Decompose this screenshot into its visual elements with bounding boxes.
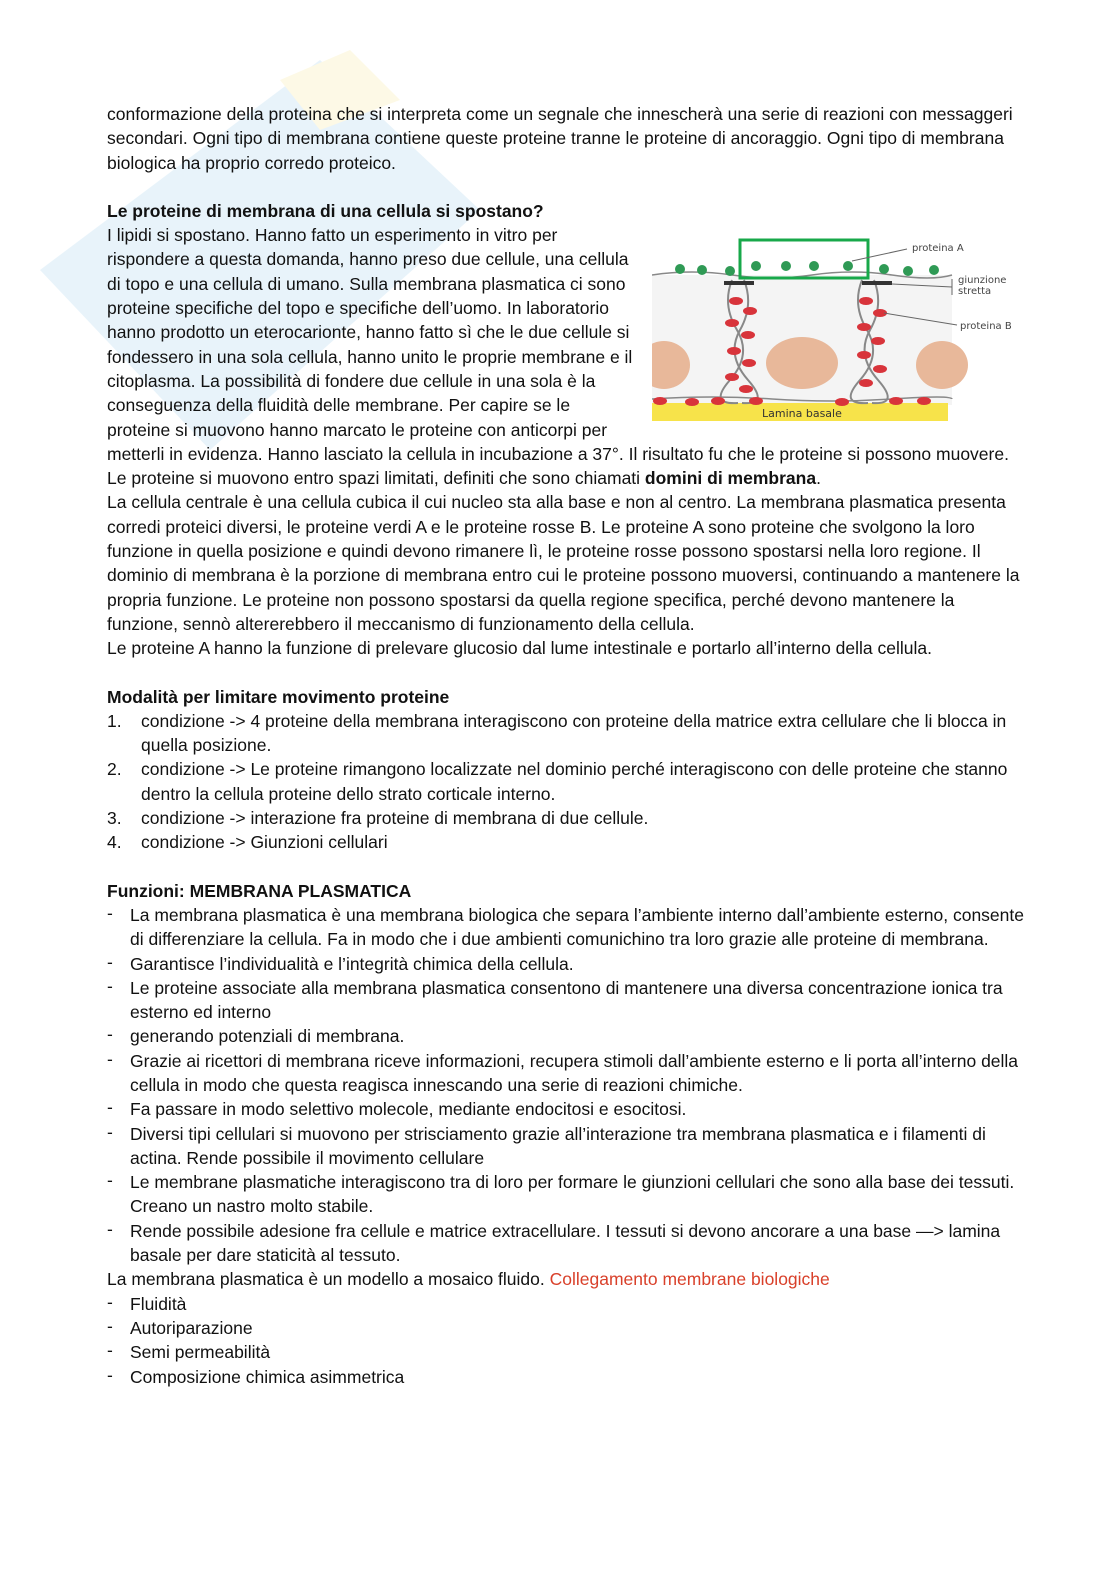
- list-item: - Rende possibile adesione fra cellule e matrice extracellulare. I tessuti si devono ancorare a una base —> lamina basale per dare staticità al tessuto.: [107, 1219, 1027, 1268]
- list-item: - Diversi tipi cellulari si muovono per strisciamento grazie all’interazione tra membrana plasmatica e i filamenti di actina. Rende possibile il movimento cellulare: [107, 1122, 1027, 1171]
- proteins-a: [675, 261, 939, 276]
- list-item: - Autoriparazione: [107, 1316, 1027, 1340]
- list-item: 2. condizione -> Le proteine rimangono localizzate nel dominio perché interagiscono con delle proteine che stanno dentro la cellula proteine dello strato corticale interno.: [107, 759, 1008, 804]
- limit-movement-list: [107, 709, 1027, 855]
- list-item: - La membrana plasmatica è una membrana biologica che separa l’ambiente interno dall’ambiente esterno, consente di differenziare la cellula. Fa in modo che i due ambienti comunichino tra loro grazie alle proteine di membrana.: [107, 903, 1027, 952]
- membrane-domain-figure: [652, 235, 1027, 425]
- label-proteina-a: proteina A: [912, 243, 964, 255]
- list-item: 3. condizione -> interazione fra proteine di membrana di due cellule.: [107, 808, 649, 829]
- list-item: - Composizione chimica asimmetrica: [107, 1365, 1027, 1389]
- nucleus: [916, 341, 968, 389]
- list-item: - Fluidità: [107, 1292, 1027, 1316]
- list-item: - Grazie ai ricettori di membrana riceve informazioni, recupera stimoli dall’ambiente esterno e li porta all’interno della cellula in modo che questa reagisca innescando una serie di reazioni chimiche.: [107, 1049, 1027, 1098]
- label-lamina-basale: Lamina basale: [762, 407, 842, 421]
- tight-junction: [724, 281, 754, 285]
- tight-junction: [862, 281, 892, 285]
- section1-heading: Le proteine di membrana di una cellula si spostano?: [107, 200, 544, 221]
- section2-heading: Modalità per limitare movimento proteine: [107, 686, 450, 707]
- intro-paragraph: conformazione della proteina che si interpreta come un segnale che innescherà una serie di reazioni con messaggeri secondari. Ogni tipo di membrana contiene queste proteine tranne le proteine di ancoraggio. Ogni tipo di membrana biologica ha proprio corredo proteico.: [107, 104, 1013, 173]
- list-item: - generando potenziali di membrana.: [107, 1024, 1027, 1048]
- list-item: - Fa passare in modo selettivo molecole, mediante endocitosi e esocitosi.: [107, 1097, 1027, 1121]
- label-stretta: stretta: [958, 286, 992, 298]
- list-item: - Semi permeabilità: [107, 1340, 1027, 1364]
- section3-heading: Funzioni: MEMBRANA PLASMATICA: [107, 880, 412, 901]
- membrane-diagram: [652, 235, 1027, 425]
- functions-list: [107, 903, 1027, 1267]
- list-item: - Le membrane plasmatiche interagiscono tra di loro per formare le giunzioni cellulari che sono alla base dei tessuti. Creano un nastro molto stabile.: [107, 1170, 1027, 1219]
- properties-list: [107, 1292, 1027, 1389]
- list-item: 1. condizione -> 4 proteine della membrana interagiscono con proteine della matrice extra cellulare che li blocca in quella posizione.: [107, 710, 1007, 756]
- section1-paragraph-3: Le proteine A hanno la funzione di prelevare glucosio dal lume intestinale e portarlo all’interno della cellula.: [107, 638, 932, 659]
- collegamento-link[interactable]: Collegamento membrane biologiche: [549, 1269, 830, 1290]
- list-item: 4. condizione -> Giunzioni cellulari: [107, 832, 388, 853]
- section1-paragraph-2: La cellula centrale è una cellula cubica il cui nucleo sta alla base e non al centro. La membrana plasmatica presenta corredi proteici diversi, le proteine verdi A e le proteine rosse B. Le proteine A sono proteine che svolgono la loro funzione in quella posizione e quindi devono rimanere lì, le proteine rosse possono spostarsi nella loro regione. Il dominio di membrana è la porzione di membrana entro cui le proteine possono muoversi, continuando a mantenere la propria funzione. Le proteine non possono spostarsi da quella regione specifica, perché devono mantenere la funzione, sennò altererebbero il meccanismo di funzionamento della cellula.: [107, 492, 1020, 634]
- nucleus: [766, 337, 838, 389]
- section1-paragraph-1: I lipidi si spostano. Hanno fatto un esperimento in vitro per rispondere a questa domanda, hanno preso due cellule, una cellula di topo e una cellula di umano. Sulla membrana plasmatica ci sono proteine specifiche del topo e specifiche dell’uomo. In laboratorio hanno prodotto un eterocarionte, hanno fatto sì che le due cellule si fondessero in una sola cellula, hanno unito le proprie membrane e il citoplasma. La possibilità di fondere due cellule in una sola è la conseguenza della fluidità delle membrane. Per capire se le proteine si muovono hanno marcato le proteine con anticorpi per metterli in evidenza. Hanno lasciato la cellula in incubazione a 37°. Il risultato fu che le proteine si possono muovere. Le proteine si muovono entro spazi limitati, definiti che sono chiamati domini di membrana.: [107, 225, 1009, 489]
- label-proteina-b: proteina B: [960, 321, 1012, 333]
- label-giunzione: giunzione: [958, 275, 1007, 287]
- closing-paragraph: La membrana plasmatica è un modello a mosaico fluido. Collegamento membrane biologiche: [107, 1269, 830, 1290]
- document-page: [107, 102, 1027, 1389]
- list-item: - Le proteine associate alla membrana plasmatica consentono di mantenere una diversa concentrazione ionica tra esterno ed interno: [107, 976, 1027, 1025]
- list-item: - Garantisce l’individualità e l’integrità chimica della cellula.: [107, 952, 1027, 976]
